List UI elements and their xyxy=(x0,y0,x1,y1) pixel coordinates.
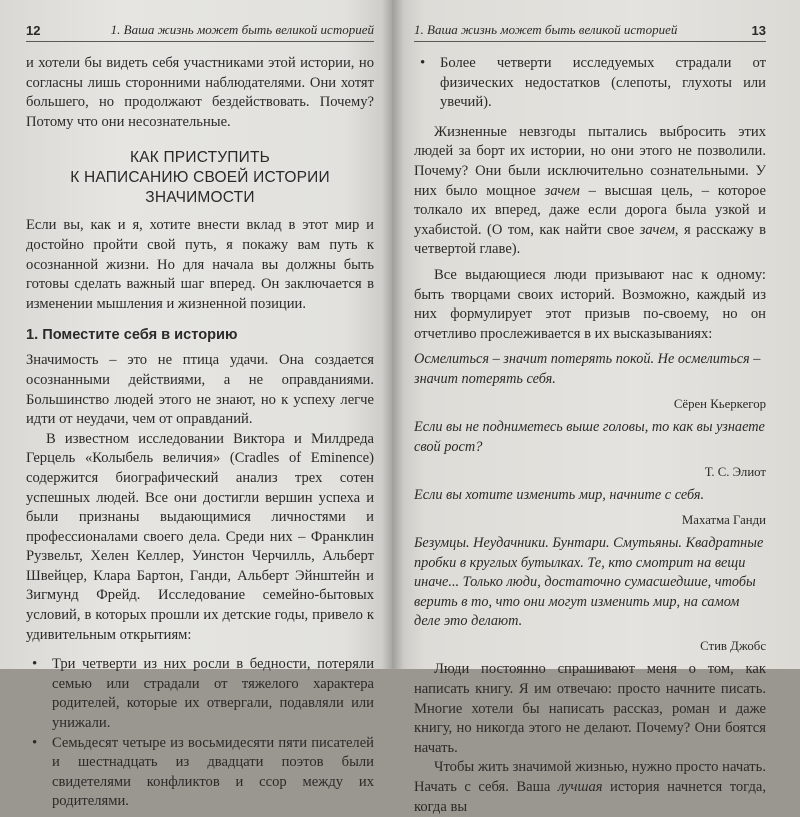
right-page xyxy=(392,0,800,815)
book-gutter xyxy=(382,0,404,669)
text-span: , я расскажу в четвертой главе). xyxy=(414,221,766,258)
text-span: Жизненные невзгоды пытались выбросить этих людей за борт их истории, но они этого не позволили. Почему? Они были исключительно сознательными. У них было мощное xyxy=(414,123,766,199)
quote-author: Махатма Ганди xyxy=(681,513,766,528)
running-head-right xyxy=(414,22,766,42)
quote-author: Сёрен Кьеркегор xyxy=(673,397,766,412)
left-page xyxy=(0,0,392,810)
emphasis: зачем xyxy=(639,221,675,238)
text-span: – высшая цель, – которое толкало их вперед, даже если дорога была узкой и ухабистой. (О том, как найти свое xyxy=(414,182,766,238)
quote-text: Осмелиться – значит потерять покой. Не осмелиться – значит потерять себя. xyxy=(414,351,761,387)
page-number-right: 13 xyxy=(751,23,766,38)
bullet-list-left xyxy=(26,655,374,812)
running-head-left xyxy=(26,22,374,42)
quote-text: Безумцы. Неудачники. Бунтари. Смутьяны. Квадратные пробки в круглых бутылках. Те, кто смотрит на вещи иначе... Только люди, достаточно сумасшедшие, чтобы верить в то, что они могут изменить мир, на самом деле это делают. xyxy=(414,535,764,629)
quote-text: Если вы не подниметесь выше головы, то как вы узнаете свой рост? xyxy=(414,419,765,455)
quote-block xyxy=(414,534,766,654)
paragraph-intro: и хотели бы видеть себя участниками этой истории, но согласны лишь сторонними наблюдателями. Они хотят большего, но продолжают бездействовать. Почему? Потому что они несознательные. xyxy=(26,55,374,130)
quote-block xyxy=(414,486,766,528)
list-item: • Более четверти исследуемых страдали от физических недостатков (слепоты, глухоты или увечий). xyxy=(414,54,766,113)
list-item: • Семьдесят четыре из восьмидесяти пяти писателей и шестнадцать из двадцати поэтов были свидетелями конфликтов и ссор между их родителями. xyxy=(26,734,374,812)
quote-block xyxy=(414,418,766,480)
quote-block xyxy=(414,350,766,412)
paragraph-adversity xyxy=(414,123,766,260)
emphasis: зачем xyxy=(544,182,580,199)
paragraph-significance: Значимость – это не птица удачи. Она создается осознанными действиями, а не оправданиями. Большинство людей этого не знают, но к успеху легче идти от неудачи, чем от оправданий. xyxy=(26,352,374,428)
running-title-right: 1. Ваша жизнь может быть великой историей xyxy=(414,22,678,37)
running-title-left: 1. Ваша жизнь может быть великой историей xyxy=(110,22,374,37)
emphasis: лучшая xyxy=(557,778,603,795)
list-item: • Три четверти из них росли в бедности, потеряли семью или страдали от тяжелого характера родителей, которые их отвергали, подавляли или унижали. xyxy=(26,655,374,733)
paragraph-call: Все выдающиеся люди призывают нас к одному: быть творцами своих историй. Возможно, каждый из них формулирует этот призыв по-своему, но он отчетливо прослеживается в их высказываниях: xyxy=(414,266,766,342)
subheading: 1. Поместите себя в историю xyxy=(26,327,238,344)
paragraph-live xyxy=(414,758,766,817)
quote-text: Если вы хотите изменить мир, начните с себя. xyxy=(414,486,705,503)
text-span: история начнется тогда, когда вы xyxy=(414,778,766,815)
paragraph-heading-text: Если вы, как и я, хотите внести вклад в этот мир и достойно пройти свой путь, я покажу вам путь к осознанной жизни. Но для начала вы должны быть готовы сделать важный шаг вперед. Он заключается в изменении мышления и жизненной позиции. xyxy=(26,217,374,312)
section-heading-line2: К НАПИСАНИЮ СВОЕЙ ИСТОРИИ ЗНАЧИМОСТИ xyxy=(70,169,330,207)
paragraph-writing: Люди постоянно спрашивают меня о том, как написать книгу. Я им отвечаю: просто начните писать. Многие хотели бы написать рассказ, роман и даже книгу, но никогда этого не делают. Почему? Они боятся начать. xyxy=(414,661,766,756)
section-heading xyxy=(26,148,374,208)
section-heading-line1: КАК ПРИСТУПИТЬ xyxy=(129,149,271,167)
paragraph-study: В известном исследовании Виктора и Милдреда Герцель «Колыбель величия» (Cradles of Eminence) содержится биографический анализ трех сотен успешных людей. Все они достигли вершин успеха и были признаны выдающимися личностями и профессионалами своего дела. Среди них – Франклин Рузвельт, Хелен Келлер, Уинстон Черчилль, Альберт Швейцер, Клара Бартон, Ганди, Альберт Эйнштейн и Зигмунд Фрейд. Исследование семейно-бытовых условий, в которых прошли их детские годы, привело к удивительным открытиям: xyxy=(26,430,374,643)
quote-author: Стив Джобс xyxy=(700,639,766,654)
quote-author: Т. С. Элиот xyxy=(704,464,766,479)
page-number-left: 12 xyxy=(26,23,41,38)
bullet-list-right xyxy=(414,54,766,113)
text-span: Чтобы жить значимой жизнью, нужно просто начать. Начать с себя. Ваша xyxy=(414,759,766,795)
